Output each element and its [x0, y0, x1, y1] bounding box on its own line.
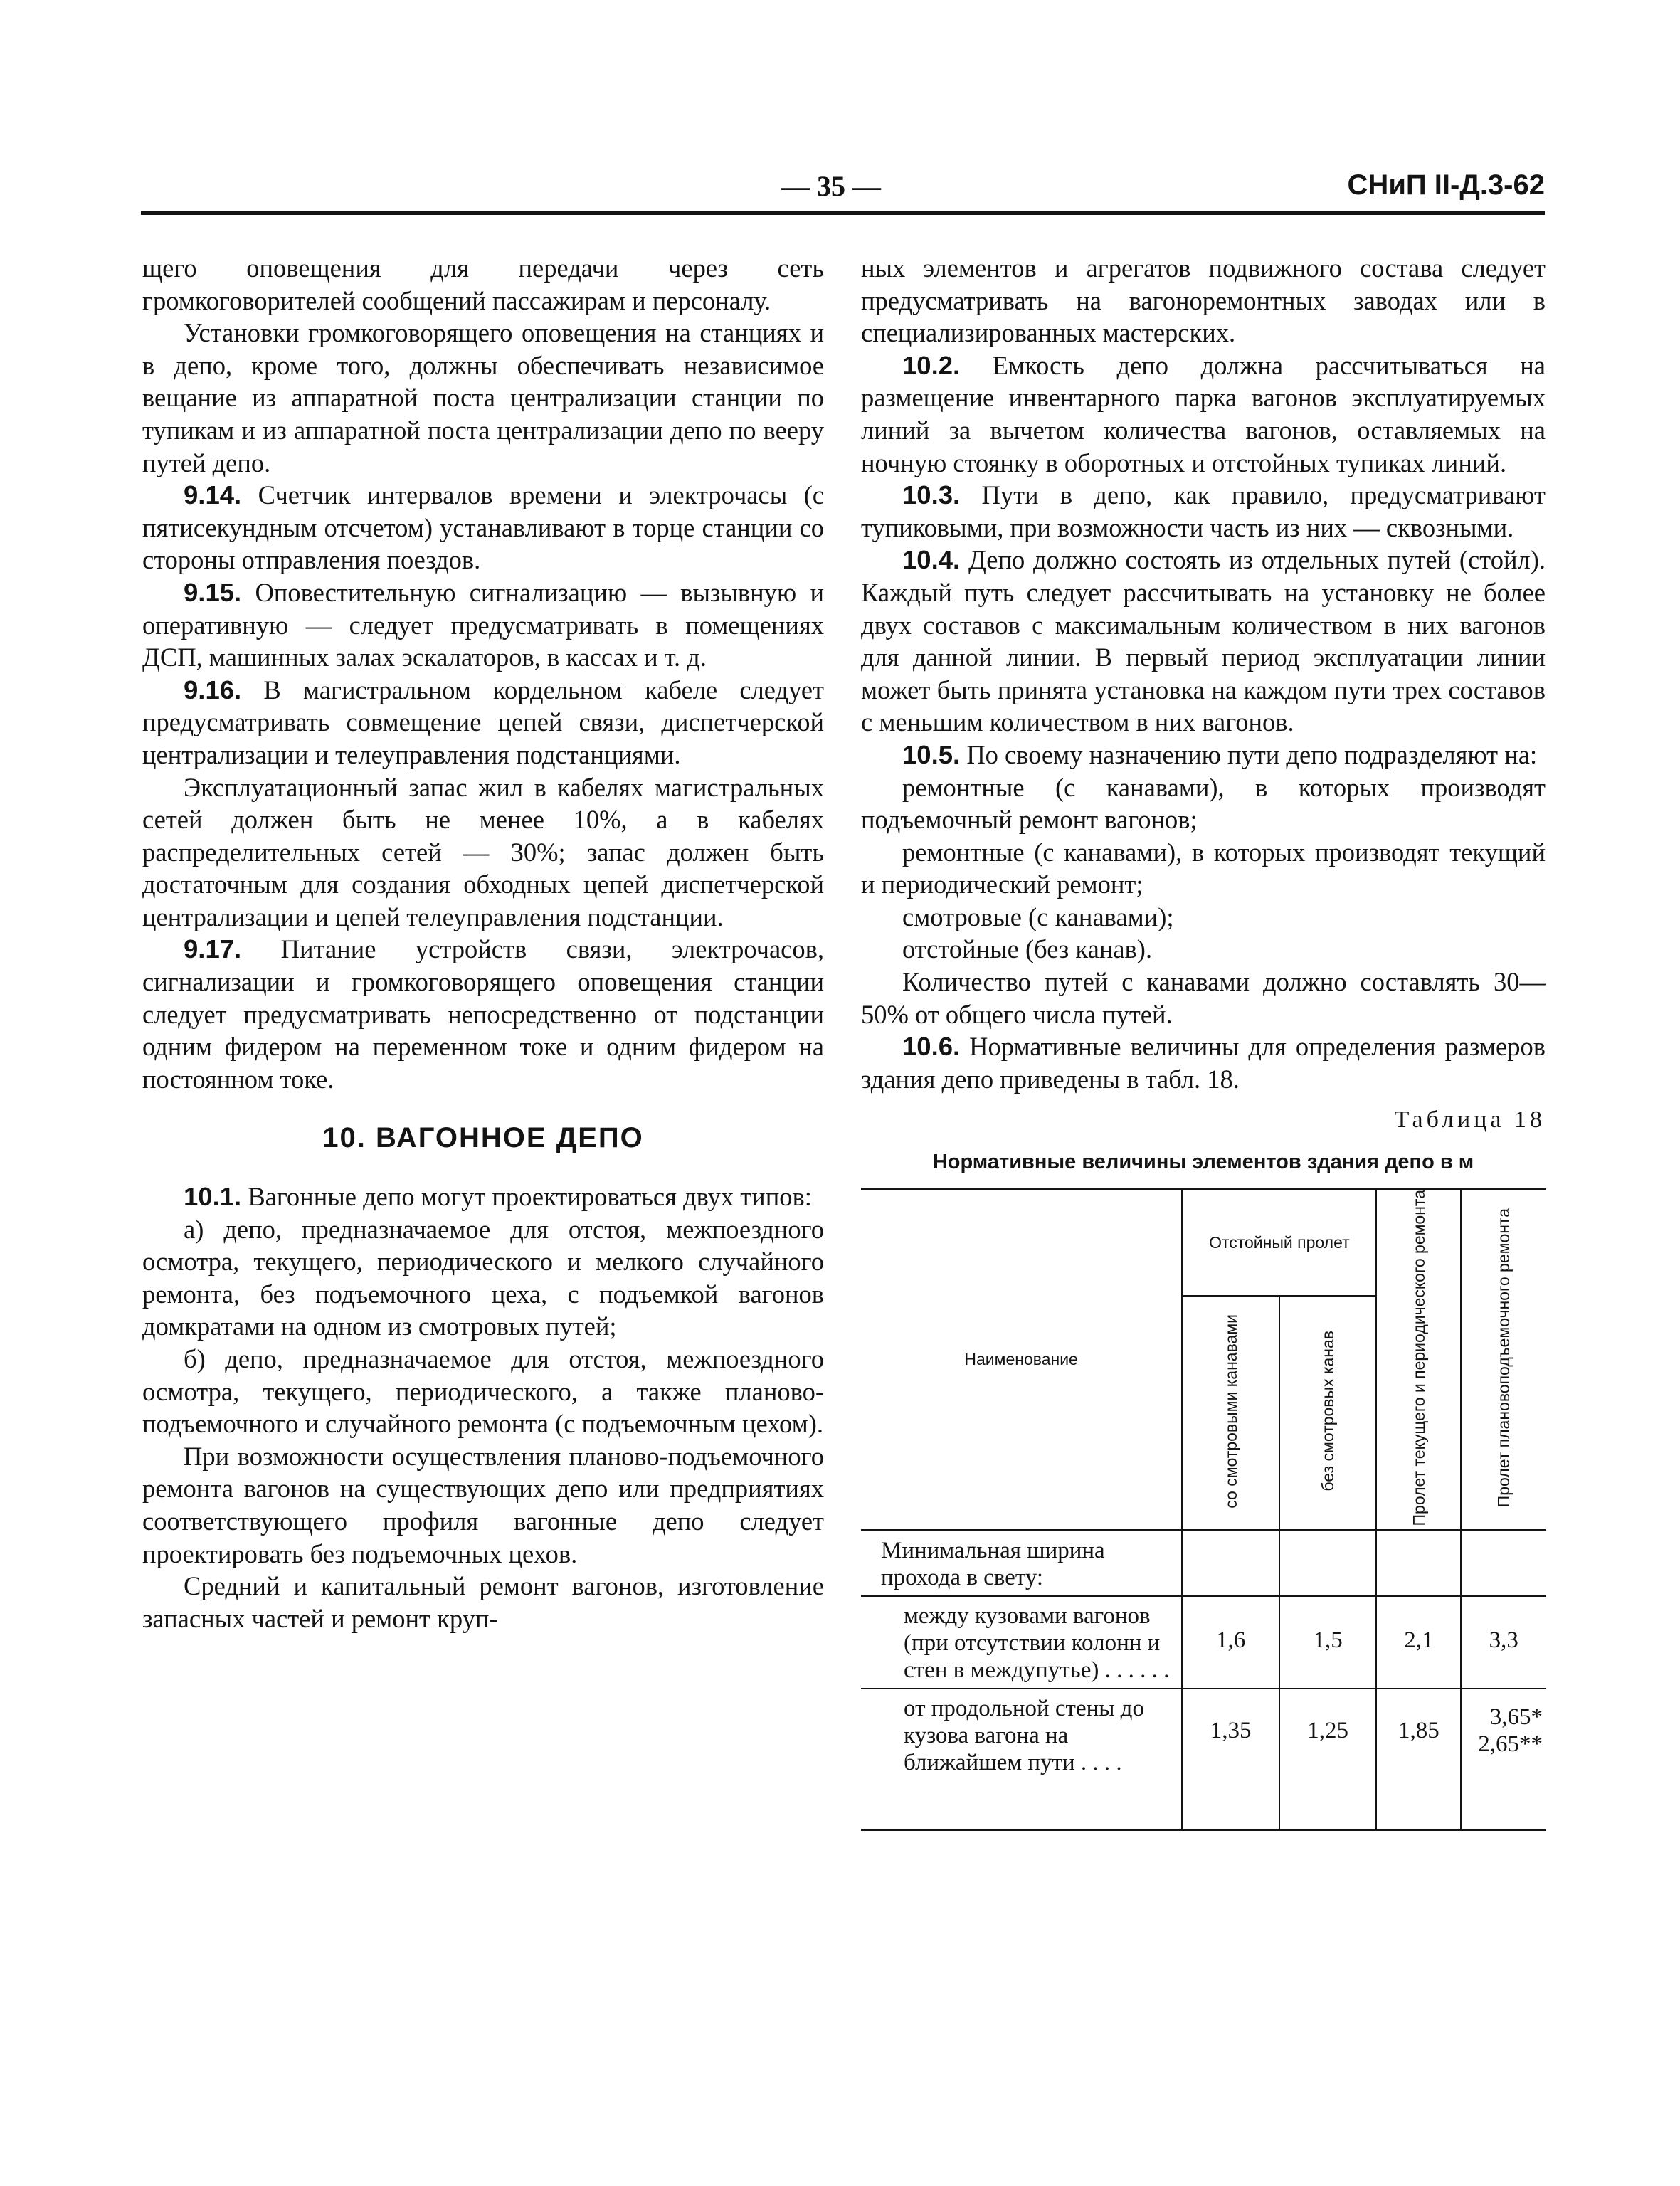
clause-text: Оповестительную сигнализацию — вызывную и оперативную — следует предусматривать в помещениях ДСП, машинных залах эскалаторов, в кассах и т. д.	[142, 577, 824, 672]
paragraph-10-5	[861, 739, 1546, 771]
list-item: ремонтные (с канавами), в которых производят подъемочный ремонт вагонов;	[861, 772, 1546, 835]
clause-number: 9.15.	[184, 577, 242, 607]
paragraph: Установки громкоговорящего оповещения на станциях и в депо, кроме того, должны обеспечивать независимое вещание из аппаратной поста централизации станции по тупикам и из аппаратной поста централизации депо по вееру путей депо.	[142, 318, 824, 477]
row-name: от продольной стены до кузова вагона на ближайшем пути . . . .	[861, 1689, 1182, 1830]
paragraph: Эксплуатационный запас жил в кабелях магистральных сетей должен быть не менее 10%, а в кабелях распределительных сетей — 30%; запас должен быть достаточным для создания обходных цепей диспетчерской централизации и цепей телеуправления подстанции.	[142, 772, 824, 931]
clause-text: Нормативные величины для определения размеров здания депо приведены в табл. 18.	[861, 1032, 1546, 1094]
cell-value	[1461, 1689, 1546, 1830]
clause-text: Емкость депо должна рассчитываться на размещение инвентарного парка вагонов эксплуатируемых линий за вычетом количества вагонов, оставляемых на ночную стоянку в оборотных и отстойных тупиках линий.	[861, 350, 1546, 477]
norms-table	[861, 1188, 1546, 1831]
paragraph-9-17	[142, 933, 824, 1095]
header-col1-cell	[1182, 1296, 1279, 1531]
clause-number: 9.14.	[184, 480, 242, 510]
paragraph-10-4	[861, 544, 1546, 739]
clause-number: 10.2.	[902, 350, 961, 380]
header-rule	[141, 211, 1545, 215]
row-name: между кузовами вагонов (при отсутствии колонн и стен в междупутье) . . . . . .	[861, 1596, 1182, 1689]
paragraph: щего оповещения для передачи через сеть громкоговорителей сообщений пассажирам и персоналу.	[142, 253, 824, 315]
clause-text: Питание устройств связи, электрочасов, сигнализации и громкоговорящего оповещения станции следует предусматривать непосредственно от подстанции одним фидером на переменном токе и одним фидером на постоянном токе.	[142, 934, 824, 1094]
left-column	[142, 252, 824, 1635]
list-item: смотровые (с канавами);	[902, 902, 1174, 931]
paragraph-9-14	[142, 479, 824, 576]
cell-value: 2,1	[1376, 1596, 1461, 1689]
cell-value: 1,85	[1376, 1689, 1461, 1830]
header-name: Наименование	[861, 1188, 1182, 1530]
clause-number: 10.3.	[902, 480, 961, 510]
clause-number: 10.5.	[902, 739, 961, 769]
header-group-otstoy: Отстойный пролет	[1182, 1188, 1376, 1296]
clause-number: 10.4.	[902, 545, 961, 575]
cell-value	[1461, 1596, 1546, 1689]
header-col1: со смотровыми канавами	[1221, 1314, 1240, 1509]
cell-value: 1,5	[1279, 1596, 1377, 1689]
clause-text: Счетчик интервалов времени и электрочасы (с пятисекундным отсчетом) устанавливают в торце станции со стороны отправления поездов.	[142, 480, 824, 575]
clause-number: 10.1.	[184, 1182, 242, 1212]
header-col2: без смотровых канав	[1319, 1331, 1338, 1491]
paragraph-9-15	[142, 576, 824, 674]
cell-value: 1,25	[1279, 1689, 1377, 1830]
cell-value-main: 2,65**	[1478, 1731, 1543, 1758]
paragraph: При возможности осуществления планово-подъемочного ремонта вагонов на существующих депо или предприятиях соответствующего профиля вагонные депо следует проектировать без подъемочных цехов.	[142, 1441, 824, 1568]
document-code: СНиП II-Д.3-62	[1347, 169, 1545, 201]
paragraph: Количество путей с канавами должно составлять 30—50% от общего числа путей.	[861, 967, 1546, 1029]
table-row	[861, 1689, 1546, 1830]
clause-text: Пути в депо, как правило, предусматривают тупиковыми, при возможности часть из них — сквозными.	[861, 480, 1546, 542]
paragraph-10-6	[861, 1030, 1546, 1095]
clause-text: Вагонные депо могут проектироваться двух типов:	[241, 1182, 812, 1212]
list-item: отстойные (без канав).	[902, 934, 1153, 964]
cell-value-main: 3,3	[1489, 1627, 1518, 1654]
paragraph-9-16	[142, 674, 824, 771]
clause-text: В магистральном кордельном кабеле следует предусматривать совмещение цепей связи, диспетчерской централизации и телеуправления подстанциями.	[142, 675, 824, 769]
list-item: а) депо, предназначаемое для отстоя, межпоездного осмотра, текущего, периодического и мелкого случайного ремонта, без подъемочного цеха, с подъемкой вагонов домкратами на одном из смотровых путей;	[142, 1214, 824, 1341]
table-section-label: Минимальная ширина прохода в свету:	[861, 1531, 1182, 1597]
header-col3-cell	[1376, 1188, 1461, 1530]
header-col4-cell	[1461, 1188, 1546, 1530]
table-title: Нормативные величины элементов здания депо в м	[932, 1151, 1474, 1174]
paragraph-10-1	[142, 1181, 824, 1213]
clause-text: По своему назначению пути депо подразделяют на:	[960, 739, 1538, 769]
cell-value-note: 3,65*	[1489, 1704, 1543, 1731]
paragraph-10-3	[861, 479, 1546, 544]
header-col4: Пролет плановоподъемочного ремонта	[1494, 1208, 1513, 1508]
list-item: б) депо, предназначаемое для отстоя, межпоездного осмотра, текущего, периодического, а также планово-подъемочного и случайного ремонта (с подъемочным цехом).	[142, 1344, 824, 1439]
clause-number: 10.6.	[902, 1032, 961, 1062]
section-heading: 10. ВАГОННОЕ ДЕПО	[322, 1122, 644, 1154]
page-number: — 35 —	[781, 170, 881, 202]
header-col2-cell	[1279, 1296, 1377, 1531]
paragraph: Средний и капитальный ремонт вагонов, изготовление запасных частей и ремонт круп-	[142, 1571, 824, 1633]
table-label: Таблица 18	[1394, 1107, 1546, 1134]
table-row	[861, 1596, 1546, 1689]
cell-value: 1,35	[1182, 1689, 1279, 1830]
clause-text: Депо должно состоять из отдельных путей (стойл). Каждый путь следует рассчитывать на установку не более двух составов с максимальным количеством в них вагонов для данной линии. В первый период эксплуатации линии может быть принята установка на каждом пути трех составов с меньшим количеством в них вагонов.	[861, 545, 1546, 737]
paragraph: ных элементов и агрегатов подвижного состава следует предусматривать на вагоноремонтных заводах или в специализированных мастерских.	[861, 253, 1546, 348]
clause-number: 9.16.	[184, 675, 242, 704]
header-col3: Пролет текущего и периодического ремонта	[1409, 1189, 1428, 1526]
right-column	[861, 252, 1546, 1831]
list-item: ремонтные (с канавами), в которых производят текущий и периодический ремонт;	[861, 837, 1546, 899]
paragraph-10-2	[861, 349, 1546, 479]
clause-number: 9.17.	[184, 934, 242, 964]
cell-value: 1,6	[1182, 1596, 1279, 1689]
